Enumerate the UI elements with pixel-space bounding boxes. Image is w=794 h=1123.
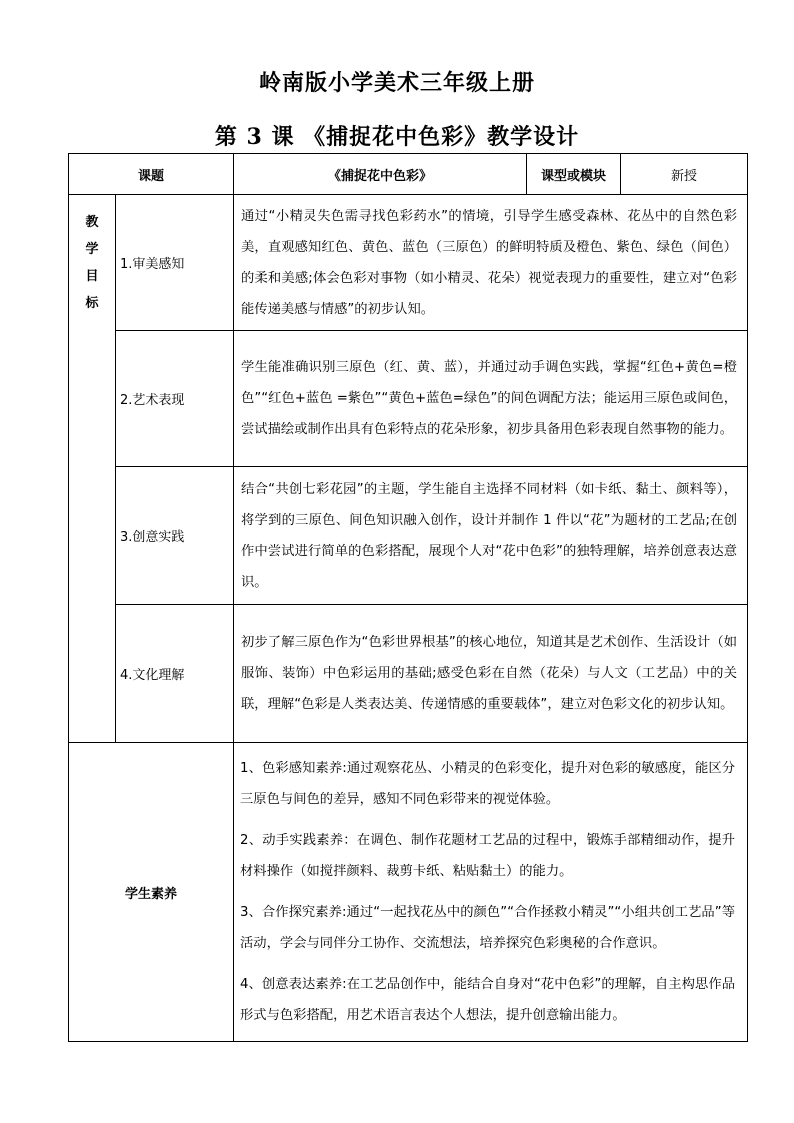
goal-row xyxy=(69,195,748,331)
literacy-item: 3、合作探究素养:通过“一起找花丛中的颜色”“合作拯救小精灵”“小组共创工艺品”等活动，学会与同伴分工协作、交流想法，培养探究色彩奥秘的合作意识。 xyxy=(240,905,736,951)
goal-name: 4.文化理解 xyxy=(116,605,234,743)
goal-text: 学生能准确识别三原色（红、黄、蓝），并通过动手调色实践，掌握“红色+黄色=橙色”“红色+蓝色 =紫色”“黄色+蓝色=绿色”的间色调配方法；能运用三原色或间色，尝试描绘或制作出具有色彩特点的花朵形象，初步具备用色彩表现自然事物的能力。 xyxy=(234,331,748,467)
goals-label-char: 标 xyxy=(85,296,99,311)
literacy-row xyxy=(69,743,748,1042)
type-label: 课型或模块 xyxy=(527,154,621,195)
goals-label-char: 目 xyxy=(85,269,99,284)
goal-text: 结合“共创七彩花园”的主题，学生能自主选择不同材料（如卡纸、黏土、颜料等），将学到的三原色、间色知识融入创作，设计并制作 1 件以“花”为题材的工艺品;在创作中尝试进行简单的色彩搭配，展现个人对“花中色彩”的独特理解，培养创意表达意识。 xyxy=(234,467,748,605)
topic-label: 课题 xyxy=(69,154,234,195)
literacy-item: 4、创意表达素养:在工艺品创作中，能结合自身对“花中色彩”的理解，自主构思作品形式与色彩搭配，用艺术语言表达个人想法，提升创意输出能力。 xyxy=(240,977,736,1023)
goals-label-char: 学 xyxy=(85,242,99,257)
goal-name: 3.创意实践 xyxy=(116,467,234,605)
lesson-title: 第 3 课 《捕捉花中色彩》教学设计 xyxy=(214,124,580,150)
literacy-item: 2、动手实践素养：在调色、制作花题材工艺品的过程中，锻炼手部精细动作，提升材料操作（如搅拌颜料、裁剪卡纸、粘贴黏土）的能力。 xyxy=(240,833,736,879)
goals-label xyxy=(69,195,116,743)
goal-text: 初步了解三原色作为“色彩世界根基”的核心地位，知道其是艺术创作、生活设计（如服饰、装饰）中色彩运用的基础;感受色彩在自然（花朵）与人文（工艺品）中的关联，理解“色彩是人类表达美、传递情感的重要载体”，建立对色彩文化的初步认知。 xyxy=(234,605,748,743)
lesson-design-table xyxy=(68,153,748,1042)
header-row xyxy=(69,154,748,195)
topic-value: 《捕捉花中色彩》 xyxy=(234,154,527,195)
document-title: 岭南版小学美术三年级上册 xyxy=(258,70,535,96)
goal-row xyxy=(69,331,748,467)
goal-row xyxy=(69,467,748,605)
goal-name: 2.艺术表现 xyxy=(116,331,234,467)
literacy-item: 1、色彩感知素养:通过观察花丛、小精灵的色彩变化，提升对色彩的敏感度，能区分三原色与间色的差异，感知不同色彩带来的视觉体验。 xyxy=(240,761,736,807)
goal-row xyxy=(69,605,748,743)
goal-name: 1.审美感知 xyxy=(116,195,234,331)
literacy-content xyxy=(234,743,748,1042)
goal-text: 通过“小精灵失色需寻找色彩药水”的情境，引导学生感受森林、花丛中的自然色彩美，直观感知红色、黄色、蓝色（三原色）的鲜明特质及橙色、紫色、绿色（间色）的柔和美感;体会色彩对事物（如小精灵、花朵）视觉表现力的重要性，建立对“色彩能传递美感与情感”的初步认知。 xyxy=(234,195,748,331)
literacy-label: 学生素养 xyxy=(69,743,234,1042)
type-value: 新授 xyxy=(621,154,748,195)
goals-label-char: 教 xyxy=(85,215,99,230)
